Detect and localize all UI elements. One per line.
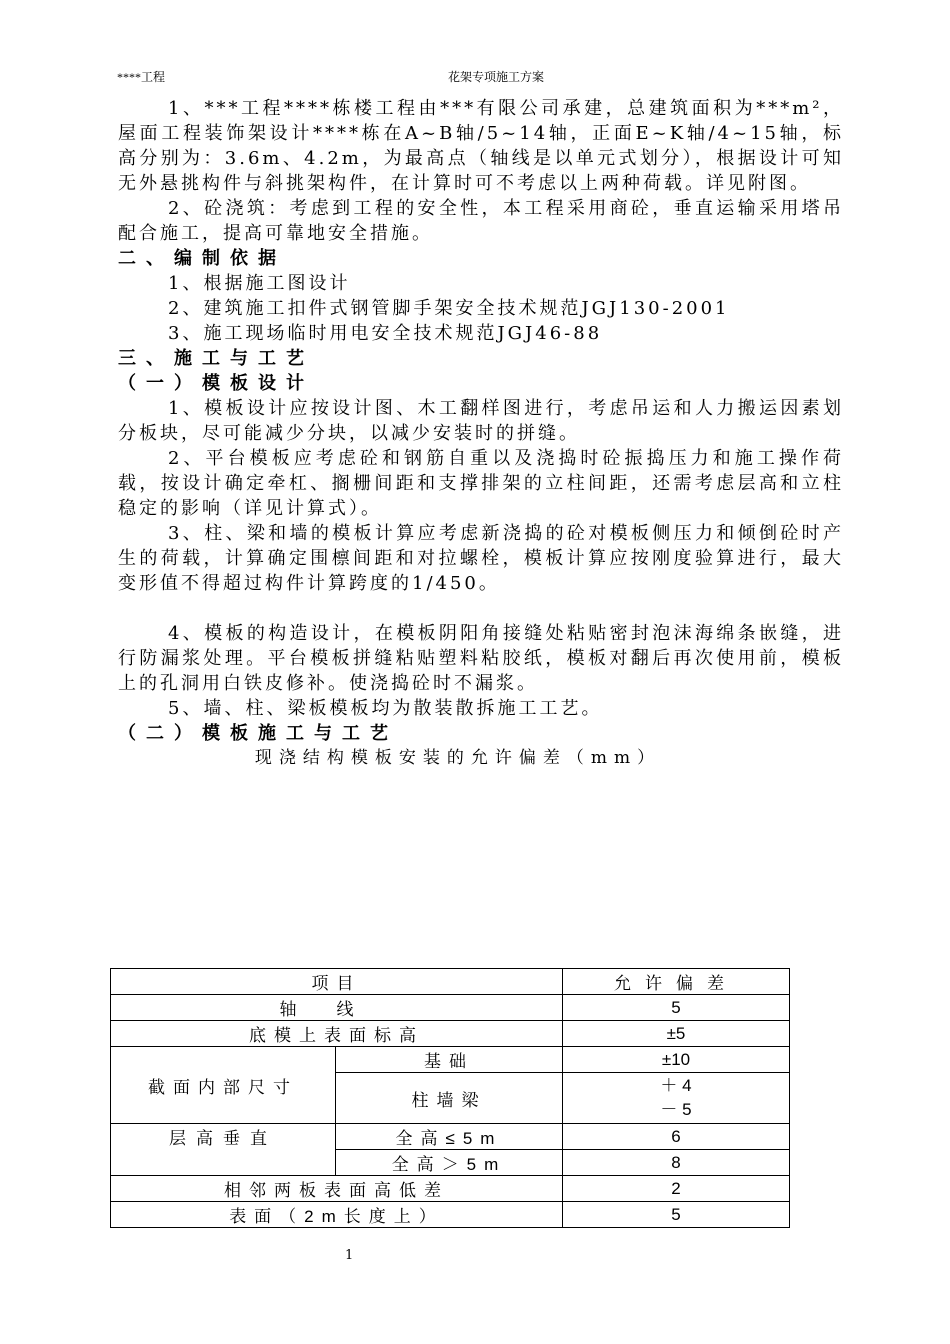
item-floor-verticality: 层高垂直 — [111, 1124, 336, 1176]
page-number: 1 — [345, 1248, 354, 1263]
table-row — [111, 1021, 790, 1047]
table-row — [111, 1176, 790, 1202]
value-surface: 5 — [563, 1202, 790, 1228]
table-header-row — [111, 969, 790, 995]
table-row — [111, 1124, 790, 1150]
item-adjacent-boards: 相邻两板表面高低差 — [111, 1176, 563, 1202]
table-caption: 现浇结构模板安装的允许偏差（mm） — [254, 748, 662, 768]
value-bottom-elevation: ±5 — [563, 1021, 790, 1047]
item-column-wall-beam: 柱墙梁 — [336, 1073, 563, 1124]
table-row — [111, 995, 790, 1021]
document-body — [118, 96, 844, 770]
value-axis: 5 — [563, 995, 790, 1021]
item-foundation: 基础 — [336, 1047, 563, 1073]
value-full-height-le-5m: 6 — [563, 1124, 790, 1150]
item-full-height-le-5m: 全高≤5m — [336, 1124, 563, 1150]
formwork-item-1: 1、模板设计应按设计图、木工翻样图进行，考虑吊运和人力搬运因素划分板块，尽可能减少分块，以减少安装时的拼缝。 — [118, 398, 844, 444]
header-title: 花架专项施工方案 — [448, 70, 545, 84]
table-row — [111, 1202, 790, 1228]
item-axis: 轴线 — [111, 995, 563, 1021]
heading-construction: 三、施工与工艺 — [118, 348, 314, 369]
heading-formwork-construction: （二）模板施工与工艺 — [118, 723, 398, 744]
value-minus: － 5 — [660, 1100, 692, 1119]
header-item: 项目 — [111, 969, 563, 995]
heading-formwork-design: （一）模板设计 — [118, 373, 314, 394]
formwork-item-3: 3、柱、梁和墙的模板计算应考虑新浇捣的砼对模板侧压力和倾倒砼时产生的荷载，计算确定围檩间距和对拉螺栓，模板计算应按刚度验算进行，最大变形值不得超过构件计算跨度的1/450。 — [118, 523, 844, 594]
basis-item-1: 1、根据施工图设计 — [168, 273, 351, 294]
deviation-table — [110, 968, 790, 1228]
item-bottom-elevation: 底模上表面标高 — [111, 1021, 563, 1047]
table-row — [111, 1047, 790, 1073]
value-foundation: ±10 — [563, 1047, 790, 1073]
paragraph-project-overview: 1、***工程****栋楼工程由***有限公司承建，总建筑面积为***m²，屋面工程装饰架设计****栋在A~B轴/5~14轴，正面E~K轴/4~15轴，标高分别为：3.6m、4.2m，为最高点（轴线是以单元式划分），根据设计可知无外悬挑构件与斜挑架构件，在计算时可不考虑以上两种荷载。详见附图。 — [118, 98, 844, 194]
formwork-item-5: 5、墙、柱、梁板模板均为散装散拆施工工艺。 — [168, 698, 603, 719]
basis-item-3: 3、施工现场临时用电安全技术规范JGJ46-88 — [168, 323, 603, 344]
header-project: ****工程 — [117, 70, 166, 84]
item-section-size: 截面内部尺寸 — [111, 1047, 336, 1124]
blank-line — [118, 596, 844, 621]
header-deviation: 允许偏差 — [563, 969, 790, 995]
formwork-item-2: 2、平台模板应考虑砼和钢筋自重以及浇捣时砼振捣压力和施工操作荷载，按设计确定牵杠、搁栅间距和支撑排架的立柱间距，还需考虑层高和立柱稳定的影响（详见计算式）。 — [118, 448, 844, 519]
value-column-wall-beam — [563, 1073, 790, 1124]
value-adjacent-boards: 2 — [563, 1176, 790, 1202]
basis-item-2: 2、建筑施工扣件式钢管脚手架安全技术规范JGJ130-2001 — [168, 298, 730, 319]
value-full-height-gt-5m: 8 — [563, 1150, 790, 1176]
paragraph-concrete-pouring: 2、砼浇筑：考虑到工程的安全性，本工程采用商砼，垂直运输采用塔吊配合施工，提高可靠地安全措施。 — [118, 198, 844, 244]
formwork-item-4: 4、模板的构造设计，在模板阴阳角接缝处粘贴密封泡沫海绵条嵌缝，进行防漏浆处理。平台模板拼缝粘贴塑料粘胶纸，模板对翻后再次使用前，模板上的孔洞用白铁皮修补。使浇捣砼时不漏浆。 — [118, 623, 844, 694]
value-plus: ＋ 4 — [660, 1076, 692, 1095]
item-surface: 表面（2m长度上） — [111, 1202, 563, 1228]
item-full-height-gt-5m: 全高＞5m — [336, 1150, 563, 1176]
heading-basis: 二、编制依据 — [118, 248, 286, 269]
